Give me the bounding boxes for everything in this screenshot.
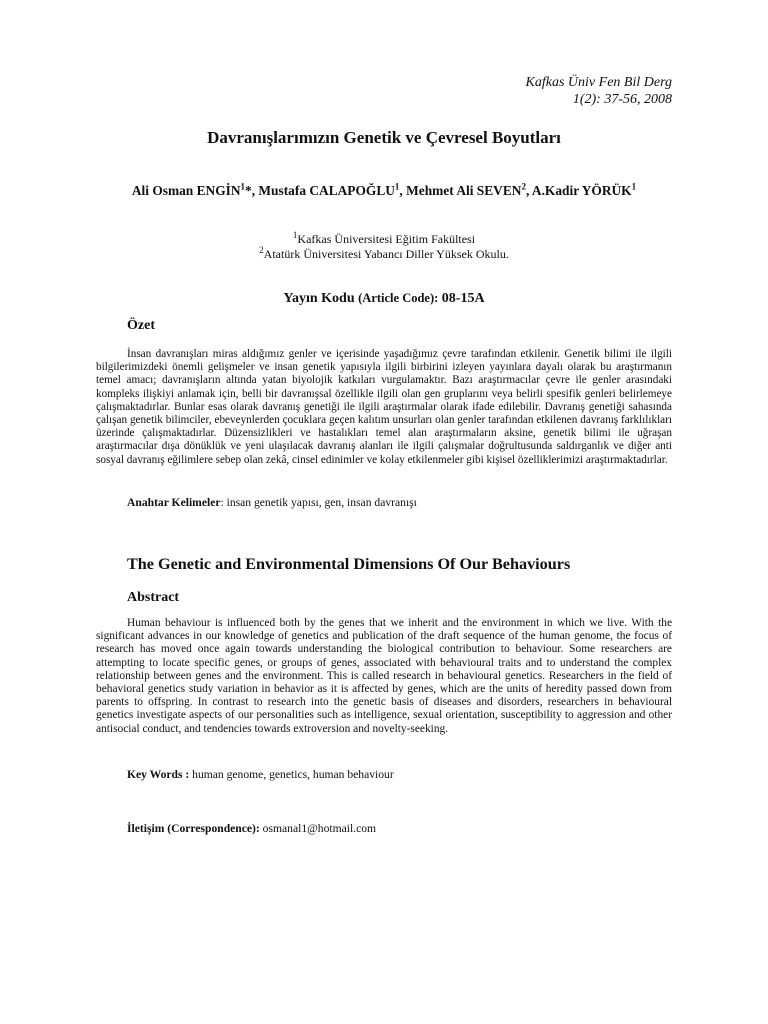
affiliation-mark: 1 [292, 230, 298, 240]
affiliation-mark: 2 [259, 245, 264, 255]
journal-issue: 1(2): 37-56, 2008 [572, 92, 672, 107]
correspondence-label: İletişim (Correspondence): [127, 822, 260, 835]
title-turkish: Davranışlarımızın Genetik ve Çevresel Boyutları [207, 128, 561, 147]
article-code-label: Yayın Kodu [283, 291, 355, 306]
journal-name: Kafkas Üniv Fen Bil Derg [525, 75, 672, 90]
author-affiliation-mark: 2 [521, 181, 526, 192]
correspondence [127, 822, 376, 835]
author-list [0, 183, 768, 199]
affiliation-text: Atatürk Üniversitesi Yabancı Diller Yüksek Okulu. [263, 247, 509, 261]
author-separator: , [525, 183, 532, 198]
journal-citation [526, 74, 672, 108]
author-name: Mehmet Ali SEVEN [406, 183, 522, 198]
author-affiliation-mark: 1 [394, 181, 400, 192]
author-separator: *, [245, 183, 259, 198]
abstract-paragraph: Human behaviour is influenced both by the genes that we inherit and the environment in which we live. With the significant advances in our knowledge of genetics and publication of the draft sequence of the human genome, the focus of research has moved once again towards understanding the biological contribution to behaviour. Some researchers are attempting to locate specific genes, or groups of genes, associated with behavioural traits and to understand the complex relationship between genes and the environment. This is called research in behavioural genetics. Researchers in the field of behavioral genetics study variation in behavior as it is affected by genes, which are the units of heredity passed down from parents to offspring. In contrast to research into the genetic basis of diseases and disorders, researchers in behavioural genetics investigate aspects of our personalities such as intelligence, sexual orientation, susceptibility to aggression and other antisocial conduct, and tendencies towards extroversion and novelty-seeking. [96, 617, 672, 735]
keywords-turkish [127, 496, 417, 509]
keywords-english [127, 768, 394, 781]
affiliation-line [0, 232, 768, 247]
title-english: The Genetic and Environmental Dimensions Of Our Behaviours [127, 555, 571, 573]
correspondence-email[interactable]: osmanal1@hotmail.com [259, 822, 377, 835]
keywords-text: human genome, genetics, human behaviour [189, 768, 394, 781]
affiliation-line [0, 247, 768, 262]
article-code-paren: (Article Code): [358, 291, 439, 305]
affiliations [0, 232, 768, 262]
author-name: A.Kadir YÖRÜK [531, 183, 632, 198]
keywords-label: Key Words : [127, 768, 190, 781]
abstract-heading: Abstract [127, 590, 180, 605]
affiliation-text: Kafkas Üniversitesi Eğitim Fakültesi [297, 232, 476, 246]
author-affiliation-mark: 1 [631, 181, 637, 192]
author-name: Mustafa CALAPOĞLU [258, 183, 395, 198]
ozet-paragraph: İnsan davranışları miras aldığımız genler ve içerisinde yaşadığımız çevre tarafından etkilenir. Genetik bilimi ile ilgili bilgilerimizdeki önemli gelişmeler ve insan genetik yapısıyla ilgili birbirini izleyen yayınlara dayalı olarak bu araştırmanın temel amacı; davranışların altında yatan biyolojik katkıları vurgulamaktır. Bazı araştırmacılar çevre ile genler arasındaki kompleks ilişkiyi anlamak için, belli bir davranışsal özellikle ilgili olan gen gruplarını veya belirli spesifik genleri belirlemeye çalışmaktadırlar. Bunlar esas olarak davranış genetiği ile ilgili araştırmalar olarak ifade edilebilir. Davranış genetiği sahasında çalışan genetik bilimciler, ebeveynlerden çocuklara geçen kalıtım unsurları olan genler tarafından etkilenen davranış farklılıkları üzerinde çalışmaktadırlar. Düzensizlikleri ve hastalıkları temel alan araştırmaların aksine, genetik bilimi ile uğraşan araştırmacılar dışa dönüklük ve yeni ulaşılacak davranış alanları ile ilgili çalışmalar doğrultusunda saldırganlık ve diğer anti sosyal davranış eğilimlere sebep olan zekâ, cinsel edinimler ve kolay etkilenmeler gibi kişisel özelliklerimizi araştırmaktadırlar. [96, 348, 672, 466]
article-code-value: 08-15A [441, 291, 485, 306]
keywords-label: Anahtar Kelimeler [127, 496, 221, 509]
author-name: Ali Osman ENGİN [131, 183, 241, 198]
author-affiliation-mark: 1 [240, 181, 246, 192]
article-code [0, 291, 768, 307]
ozet-heading: Özet [127, 318, 155, 333]
author-separator: , [399, 183, 407, 198]
keywords-text: : insan genetik yapısı, gen, insan davranışı [220, 496, 417, 509]
